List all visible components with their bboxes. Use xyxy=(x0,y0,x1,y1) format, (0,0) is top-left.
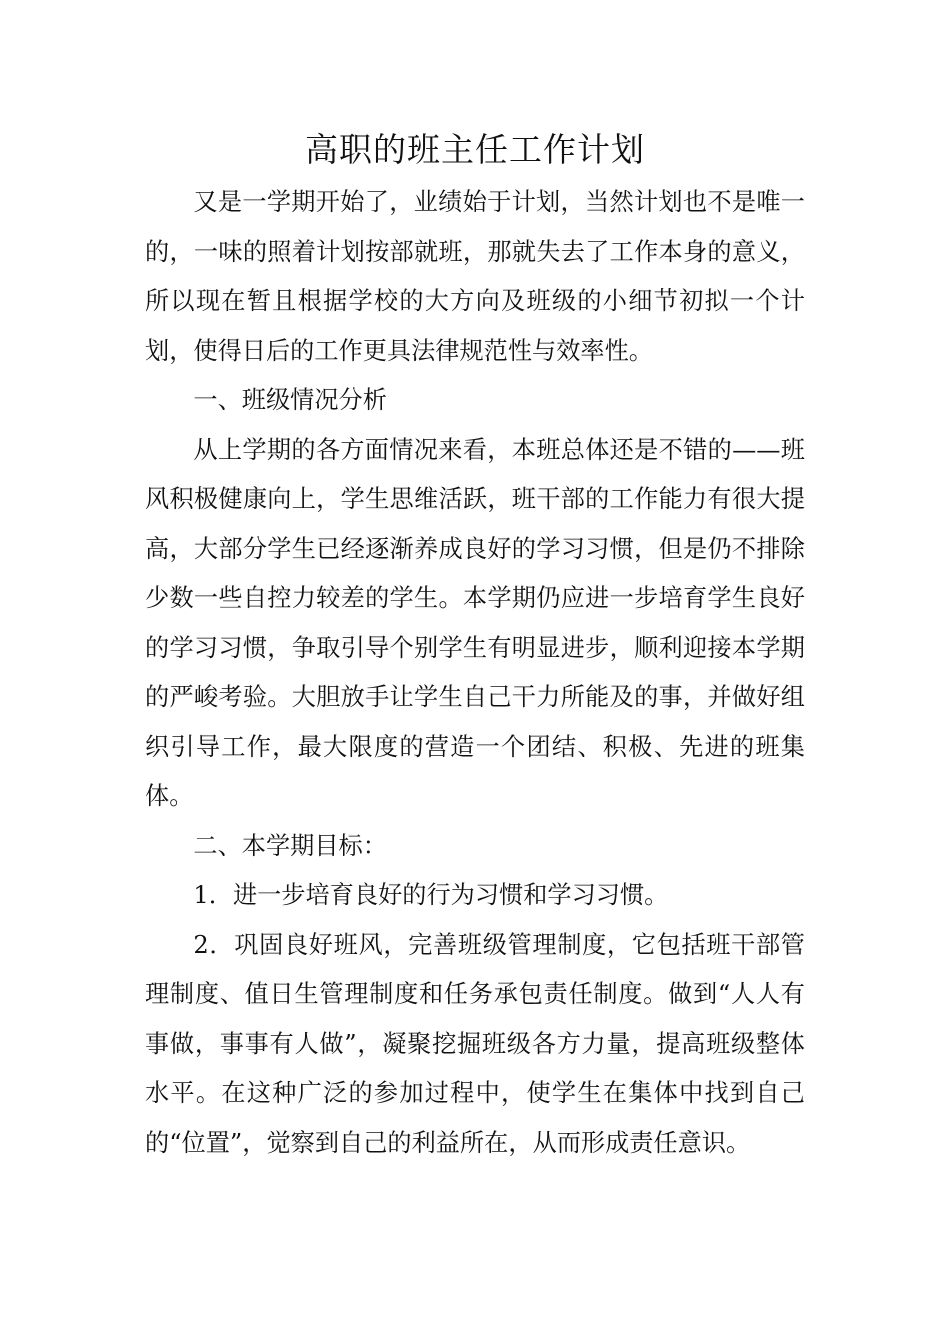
section-heading-semester-goals: 二、本学期目标： xyxy=(193,831,387,860)
intro-paragraph: 又是一学期开始了，业绩始于计划，当然计划也不是唯一的，一味的照着计划按部就班，那就失去了工作本身的意义，所以现在暂且根据学校的大方向及班级的小细节初拟一个计划，使得日后的工作更具法律规范性与效率性。 xyxy=(145,188,805,365)
document-page xyxy=(145,122,805,1168)
class-analysis-paragraph: 从上学期的各方面情况来看，本班总体还是不错的——班风积极健康向上，学生思维活跃，班干部的工作能力有很大提高，大部分学生已经逐渐养成良好的学习习惯，但是仍不排除少数一些自控力较差的学生。本学期仍应进一步培育学生良好的学习习惯，争取引导个别学生有明显进步，顺利迎接本学期的严峻考验。大胆放手让学生自己干力所能及的事，并做好组织引导工作，最大限度的营造一个团结、积极、先进的班集体。 xyxy=(145,435,805,810)
goal-item-1: 1．进一步培育良好的行为习惯和学习习惯。 xyxy=(193,881,669,909)
section-heading-class-analysis: 一、班级情况分析 xyxy=(193,386,387,414)
goal-item-2: 2．巩固良好班风，完善班级管理制度，它包括班干部管理制度、值日生管理制度和任务承包责任制度。做到“人人有事做，事事有人做”，凝聚挖掘班级各方力量，提高班级整体水平。在这种广泛的参加过程中，使学生在集体中找到自己的“位置”，觉察到自己的利益所在，从而形成责任意识。 xyxy=(145,930,805,1157)
document-title: 高职的班主任工作计划 xyxy=(305,130,645,169)
